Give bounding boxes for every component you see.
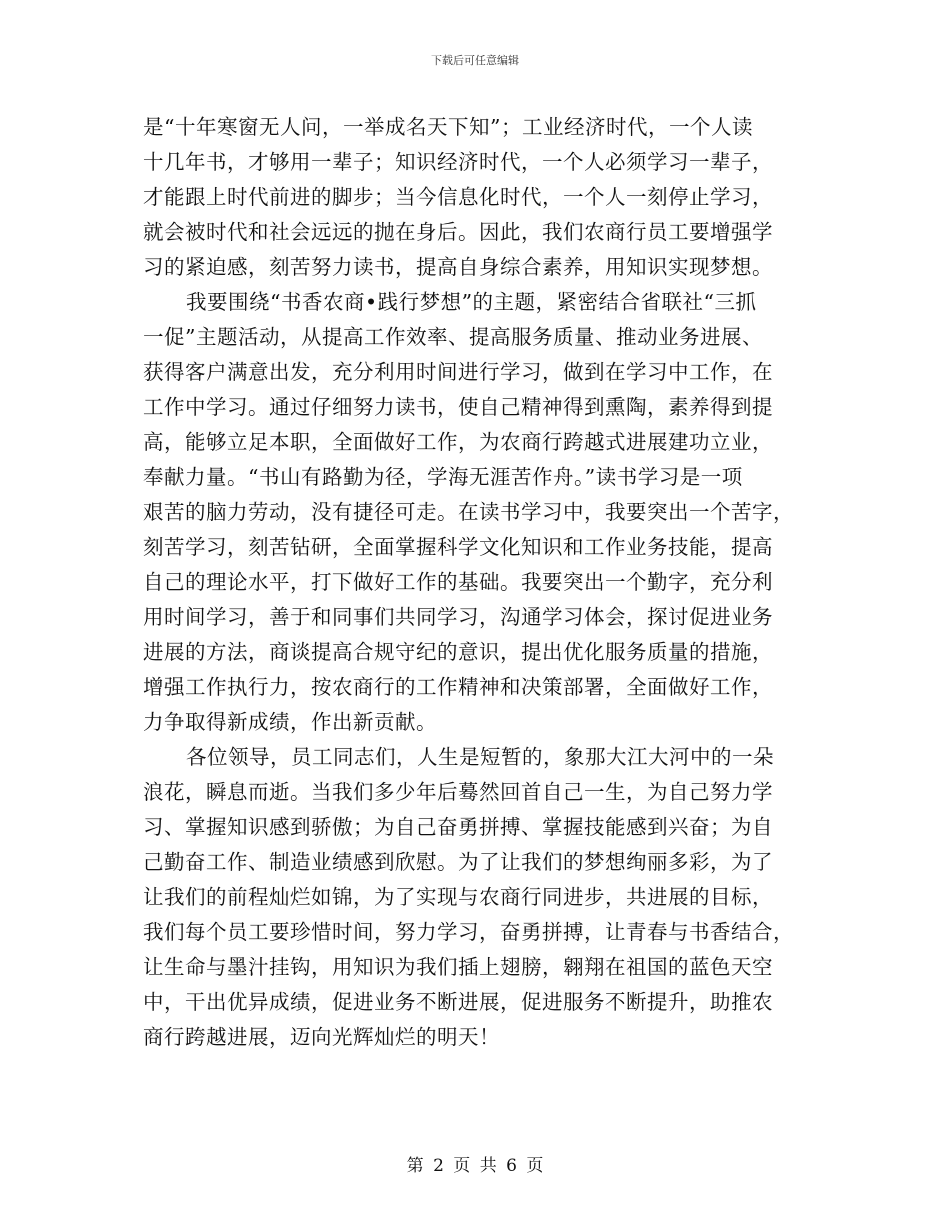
text-line: 让生命与墨汁挂钩，用知识为我们插上翅膀，翱翔在祖国的蓝色天空 [143,955,773,979]
document-body [143,110,823,1055]
text-line: 十几年书，才够用一辈子；知识经济时代，一个人必须学习一辈子， [143,150,773,174]
text-line: 各位领导，员工同志们，人生是短暂的，象那大江大河中的一朵 [186,745,774,769]
text-line: 让我们的前程灿烂如锦，为了实现与农商行同进步，共进展的目标， [143,885,773,909]
text-line: 获得客户满意出发，充分利用时间进行学习，做到在学习中工作，在 [143,360,773,384]
page-header: 下载后可任意编辑 [431,54,519,67]
text-line: 就会被时代和社会远远的抛在身后。因此，我们农商行员工要增强学 [143,220,773,244]
text-line: 浪花，瞬息而逝。当我们多少年后蓦然回首自己一生，为自己努力学 [143,780,773,804]
text-line: 艰苦的脑力劳动，没有捷径可走。在读书学习中，我要突出一个苦字， [143,500,794,524]
text-line: 力争取得新成绩，作出新贡献。 [143,710,437,734]
text-line: 自己的理论水平，打下做好工作的基础。我要突出一个勤字，充分利 [143,570,773,594]
text-line: 是“十年寒窗无人问，一举成名天下知”；工业经济时代，一个人读 [143,115,753,139]
text-line: 我们每个员工要珍惜时间，努力学习，奋勇拼搏，让青春与书香结合， [143,920,794,944]
page-number-footer: 第 2 页 共 6 页 [406,1156,544,1176]
text-line: 己勤奋工作、制造业绩感到欣慰。为了让我们的梦想绚丽多彩，为了 [143,850,773,874]
text-line: 一促”主题活动，从提高工作效率、提高服务质量、推动业务进展、 [143,325,763,349]
text-line: 进展的方法，商谈提高合规守纪的意识，提出优化服务质量的措施， [143,640,773,664]
text-line: 习、掌握知识感到骄傲；为自己奋勇拼搏、掌握技能感到兴奋；为自 [143,815,773,839]
text-line: 刻苦学习，刻苦钻研，全面掌握科学文化知识和工作业务技能，提高 [143,535,773,559]
text-line: 高，能够立足本职，全面做好工作，为农商行跨越式进展建功立业， [143,430,773,454]
text-line: 中，干出优异成绩，促进业务不断进展，促进服务不断提升，助推农 [143,990,773,1014]
text-line: 才能跟上时代前进的脚步；当今信息化时代，一个人一刻停止学习， [143,185,773,209]
text-line: 我要围绕“书香农商•践行梦想”的主题，紧密结合省联社“三抓 [186,290,757,314]
text-line: 习的紧迫感，刻苦努力读书，提高自身综合素养，用知识实现梦想。 [143,255,773,279]
text-line: 奉献力量。“书山有路勤为径，学海无涯苦作舟。”读书学习是一项 [143,465,743,489]
text-line: 用时间学习，善于和同事们共同学习，沟通学习体会，探讨促进业务 [143,605,773,629]
text-line: 工作中学习。通过仔细努力读书，使自己精神得到熏陶，素养得到提 [143,395,773,419]
text-line: 商行跨越进展，迈向光辉灿烂的明天！ [143,1025,500,1049]
text-line: 增强工作执行力，按农商行的工作精神和决策部署，全面做好工作， [143,675,773,699]
